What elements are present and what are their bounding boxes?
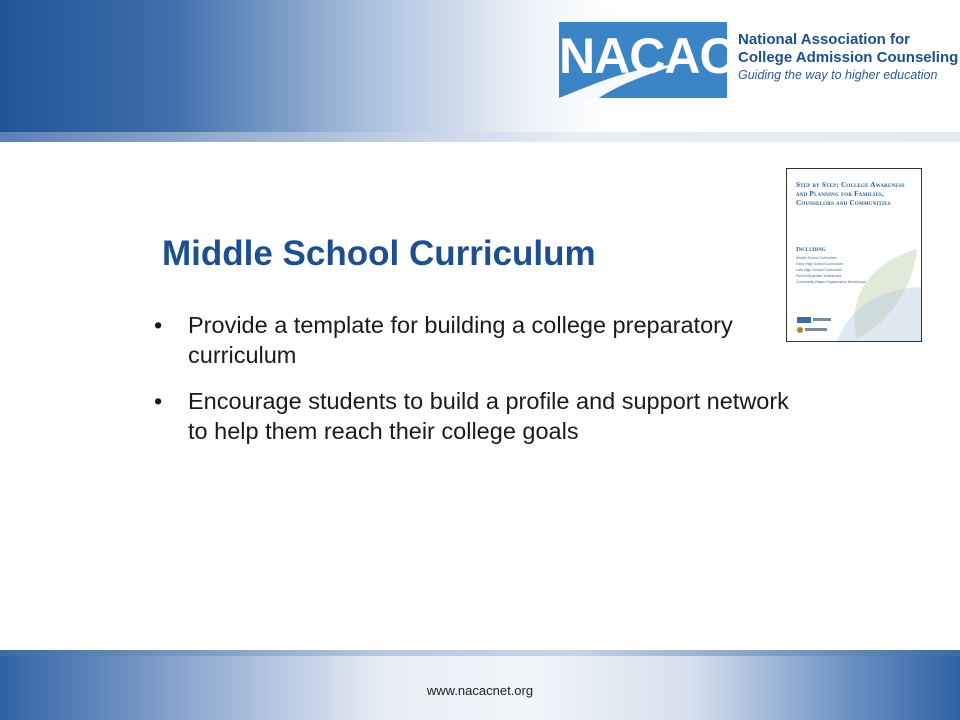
org-name-line2: College Admission Counseling <box>738 49 959 66</box>
book-subhead: Including <box>796 246 826 253</box>
book-cover-image <box>786 168 922 342</box>
book-publisher-logo <box>797 317 811 323</box>
book-contents-list <box>796 255 866 285</box>
org-tagline: Guiding the way to higher education <box>738 68 938 82</box>
book-partner-logo <box>797 327 803 333</box>
org-name-line1: National Association for <box>738 31 910 48</box>
book-contents-item: Middle School Curriculum <box>796 256 837 260</box>
book-contents-item: Early High School Curriculum <box>796 262 843 266</box>
book-contents-item: Late High School Curriculum <box>796 268 842 272</box>
bullet-dot-icon: • <box>154 312 163 338</box>
bullet-item <box>150 310 790 370</box>
book-contents-item: Community-Based Organization Workshops <box>796 280 866 284</box>
slide-title: Middle School Curriculum <box>162 234 596 273</box>
bullet-text: Encourage students to build a profile and support network to help them reach their college goals <box>188 388 789 444</box>
bullet-dot-icon: • <box>154 388 163 414</box>
bullet-text: Provide a template for building a college preparatory curriculum <box>188 312 733 368</box>
book-contents-item: Parent/Guardian Workshops <box>796 274 842 278</box>
bullet-list <box>150 310 790 462</box>
book-partner-logo-text <box>805 328 827 331</box>
book-publisher-logo-text <box>813 318 831 321</box>
header-rule <box>0 132 960 142</box>
logo-text: NACAC <box>559 28 735 84</box>
book-title: Step by Step: College Awareness and Planning for Families, Counselors and Communities <box>796 181 905 207</box>
footer-url[interactable]: www.nacacnet.org <box>426 683 534 698</box>
bullet-item <box>150 386 790 446</box>
nacac-logo <box>559 22 735 98</box>
